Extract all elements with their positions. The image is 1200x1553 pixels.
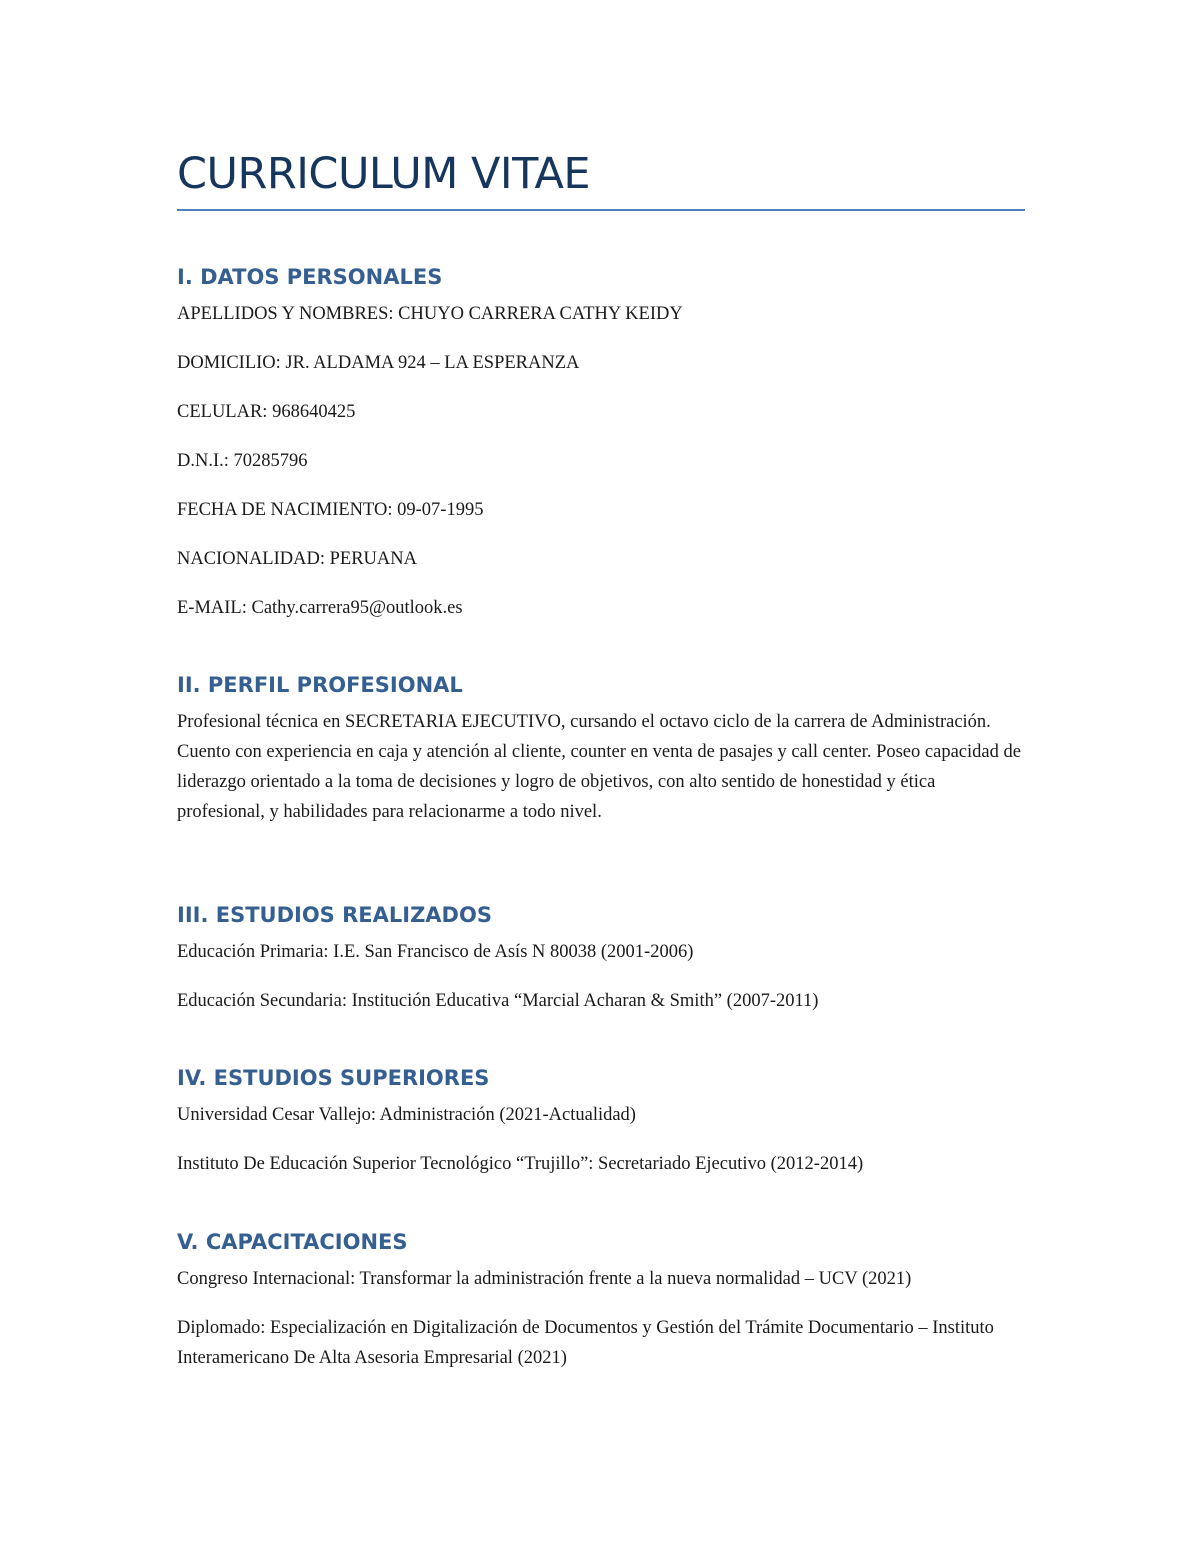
section-heading-personal: I. DATOS PERSONALES <box>177 265 443 289</box>
personal-email-line: E-MAIL: Cathy.carrera95@outlook.es <box>177 598 463 618</box>
training-congress: Congreso Internacional: Transformar la administración frente a la nueva normalidad – UCV (2021) <box>177 1269 912 1289</box>
personal-dni-line: D.N.I.: 70285796 <box>177 451 308 471</box>
section-studies <box>177 900 1025 1035</box>
section-professional-profile <box>177 670 1025 827</box>
personal-name-line: APELLIDOS Y NOMBRES: CHUYO CARRERA CATHY KEIDY <box>177 304 683 324</box>
section-heading-training: V. CAPACITACIONES <box>177 1230 408 1254</box>
document-title: CURRICULUM VITAE <box>177 149 591 199</box>
title-underline-rule <box>177 209 1025 211</box>
study-primary: Educación Primaria: I.E. San Francisco de Asís N 80038 (2001-2006) <box>177 942 694 962</box>
personal-birthdate-line: FECHA DE NACIMIENTO: 09-07-1995 <box>177 500 484 520</box>
personal-address-line: DOMICILIO: JR. ALDAMA 924 – LA ESPERANZA <box>177 353 580 373</box>
higher-study-institute: Instituto De Educación Superior Tecnológico “Trujillo”: Secretariado Ejecutivo (2012-2014) <box>177 1154 864 1174</box>
personal-phone-line: CELULAR: 968640425 <box>177 402 356 422</box>
training-diploma: Diplomado: Especialización en Digitalización de Documentos y Gestión del Trámite Documentario – Instituto Interamericano De Alta Asesoria Empresarial (2021) <box>177 1318 994 1368</box>
personal-nationality-line: NACIONALIDAD: PERUANA <box>177 549 417 569</box>
profile-paragraph: Profesional técnica en SECRETARIA EJECUTIVO, cursando el octavo ciclo de la carrera de Administración. Cuento con experiencia en caja y atención al cliente, counter en venta de pasajes y call center. Poseo capacidad de liderazgo orientado a la toma de decisiones y logro de objetivos, con alto sentido de honestidad y ética profesional, y habilidades para relacionarme a todo nivel. <box>177 712 1021 822</box>
study-secondary: Educación Secundaria: Institución Educativa “Marcial Acharan & Smith” (2007-2011) <box>177 991 819 1011</box>
section-heading-profile: II. PERFIL PROFESIONAL <box>177 673 463 697</box>
section-heading-studies: III. ESTUDIOS REALIZADOS <box>177 903 492 927</box>
section-heading-higher-studies: IV. ESTUDIOS SUPERIORES <box>177 1066 490 1090</box>
higher-study-university: Universidad Cesar Vallejo: Administración (2021-Actualidad) <box>177 1105 636 1125</box>
section-personal-data <box>177 262 1025 642</box>
section-training <box>177 1227 1025 1392</box>
section-higher-studies <box>177 1063 1025 1198</box>
